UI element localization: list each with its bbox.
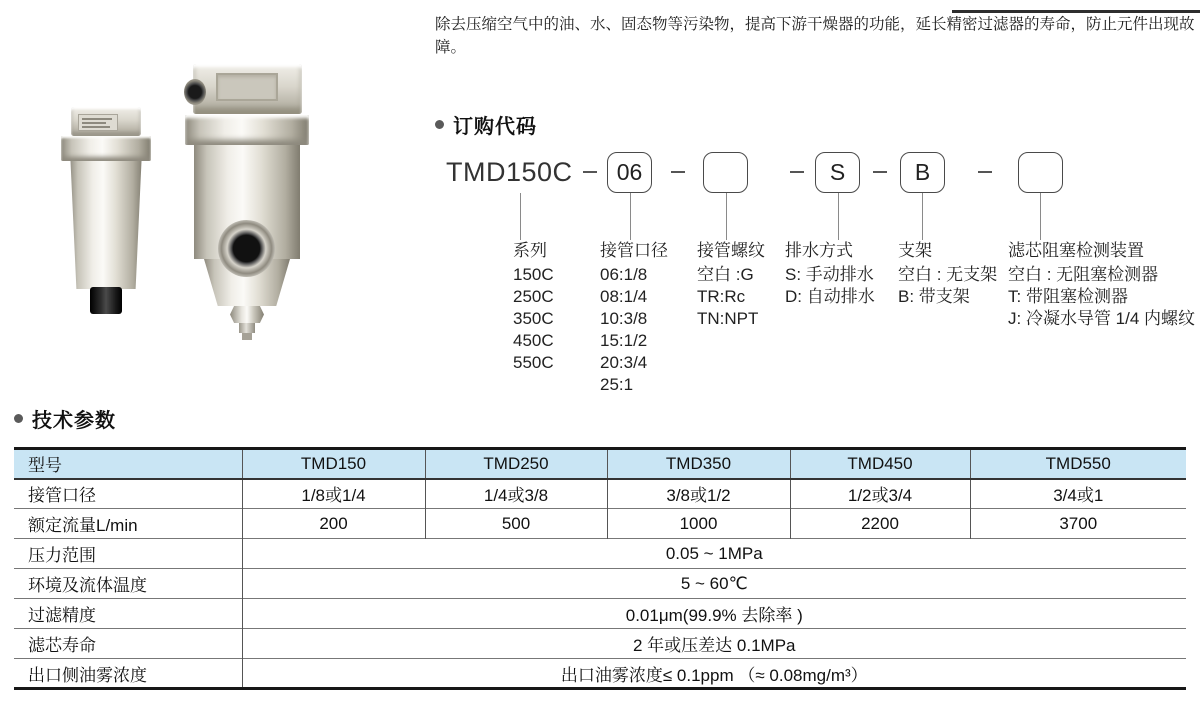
option-item: TR:Rc: [697, 287, 746, 306]
merged-cell: 5 ~ 60℃: [242, 569, 1186, 599]
option-item: T: 带阻塞检测器: [1008, 287, 1128, 306]
option-item: 空白 : 无阻塞检测器: [1008, 265, 1159, 284]
row-label: 出口侧油雾浓度: [14, 659, 242, 689]
table-row: [14, 569, 1186, 599]
option-column-drain: [785, 240, 875, 308]
option-item: 15:1/2: [600, 331, 648, 350]
header-cell: TMD350: [607, 449, 790, 479]
option-item: 250C: [513, 287, 554, 306]
table-row: [14, 629, 1186, 659]
option-column-label: 接管口径: [600, 241, 668, 260]
code-box-detector: [1018, 152, 1063, 193]
inlet-port: [218, 220, 275, 277]
header-cell: TMD150: [242, 449, 425, 479]
table-row: [14, 659, 1186, 689]
spec-table: [14, 447, 1186, 690]
drain-tip: [242, 333, 252, 340]
option-column-series: [513, 240, 554, 374]
table-row: [14, 539, 1186, 569]
row-label: 额定流量L/min: [14, 509, 242, 539]
option-column-label: 系列: [513, 241, 547, 260]
filter-flange: [61, 136, 151, 161]
option-item: 550C: [513, 353, 554, 372]
order-code-base: TMD150C: [446, 157, 573, 187]
spec-heading: [14, 404, 116, 433]
cell: 3700: [970, 509, 1186, 539]
table-header-row: [14, 449, 1186, 479]
code-value: S: [829, 159, 846, 185]
bullet-icon: [14, 414, 23, 423]
merged-cell: 2 年或压差达 0.1MPa: [242, 629, 1186, 659]
row-label: 过滤精度: [14, 599, 242, 629]
order-code-title: 订购代码: [453, 116, 537, 138]
connector-line: [630, 193, 631, 240]
drain-valve: [90, 287, 122, 314]
row-label: 压力范围: [14, 539, 242, 569]
cell: 3/4或1: [970, 479, 1186, 509]
filter-flange: [185, 115, 309, 145]
code-box-bracket: [900, 152, 945, 193]
option-item: 350C: [513, 309, 554, 328]
option-column-label: 支架: [898, 241, 932, 260]
row-label: 环境及流体温度: [14, 569, 242, 599]
table-row: [14, 479, 1186, 509]
product-description: 除去压缩空气中的油、水、固态物等污染物，提高下游干燥器的功能，延长精密过滤器的寿命，防止元件出现故障。: [435, 16, 1195, 56]
row-label: 滤芯寿命: [14, 629, 242, 659]
filter-cap-panel: [216, 73, 278, 101]
option-item: 空白 :G: [697, 265, 754, 284]
cell: 2200: [790, 509, 970, 539]
cell: 500: [425, 509, 607, 539]
option-item: B: 带支架: [898, 287, 970, 306]
inlet-hole: [184, 79, 206, 105]
drain-stem: [239, 323, 255, 333]
header-cell: TMD550: [970, 449, 1186, 479]
dash-separator: [583, 171, 597, 173]
cell: 1000: [607, 509, 790, 539]
option-item: 25:1: [600, 375, 634, 394]
option-column-bracket: [898, 240, 997, 308]
code-box-port-size: [607, 152, 652, 193]
option-column-detector: [1008, 240, 1195, 330]
header-cell: TMD450: [790, 449, 970, 479]
code-value: 06: [616, 159, 643, 185]
option-item: 06:1/8: [600, 265, 648, 284]
table-row: [14, 599, 1186, 629]
row-label: 接管口径: [28, 486, 96, 506]
merged-cell: 0.05 ~ 1MPa: [242, 539, 1186, 569]
option-column-thread: [697, 240, 765, 330]
option-item: 150C: [513, 265, 554, 284]
cell: 3/8或1/2: [607, 479, 790, 509]
option-column-label: 滤芯阻塞检测装置: [1008, 241, 1144, 260]
option-column-port-size: [600, 240, 668, 396]
code-box-drain: [815, 152, 860, 193]
spec-title: 技术参数: [32, 410, 116, 432]
code-value: B: [914, 159, 931, 185]
product-photo-small: [58, 103, 154, 315]
merged-cell: 出口油雾浓度≤ 0.1ppm （≈ 0.08mg/m³）: [242, 659, 1186, 689]
bullet-icon: [435, 120, 444, 129]
inlet-port: [81, 213, 133, 265]
option-column-label: 排水方式: [785, 241, 853, 260]
option-item: D: 自动排水: [785, 287, 875, 306]
order-code-heading: [435, 110, 537, 139]
option-item: S: 手动排水: [785, 265, 874, 284]
merged-cell: 0.01μm(99.9% 去除率 ): [242, 599, 1186, 629]
connector-line: [922, 193, 923, 240]
option-column-label: 接管螺纹: [697, 241, 765, 260]
drain-nut: [230, 306, 264, 323]
cell: 1/8或1/4: [242, 479, 425, 509]
dash-separator: [671, 171, 685, 173]
connector-line: [726, 193, 727, 240]
option-item: 08:1/4: [600, 287, 648, 306]
option-item: 450C: [513, 331, 554, 350]
dash-separator: [873, 171, 887, 173]
option-item: J: 冷凝水导管 1/4 内螺纹: [1008, 309, 1196, 328]
option-item: 20:3/4: [600, 353, 648, 372]
cell: 1/2或3/4: [790, 479, 970, 509]
product-photo-large: [182, 62, 312, 314]
connector-line: [520, 193, 521, 240]
option-item: 空白 : 无支架: [898, 265, 998, 284]
connector-line: [838, 193, 839, 240]
table-row: [14, 509, 1186, 539]
dash-separator: [790, 171, 804, 173]
header-cell: TMD250: [425, 449, 607, 479]
cell: 200: [242, 509, 425, 539]
filter-label-sticker: [78, 114, 118, 131]
cell: 1/4或3/8: [425, 479, 607, 509]
dash-separator: [978, 171, 992, 173]
option-item: 10:3/8: [600, 309, 648, 328]
header-cell: 型号: [14, 449, 242, 479]
option-item: TN:NPT: [697, 309, 759, 328]
code-box-thread: [703, 152, 748, 193]
connector-line: [1040, 193, 1041, 240]
